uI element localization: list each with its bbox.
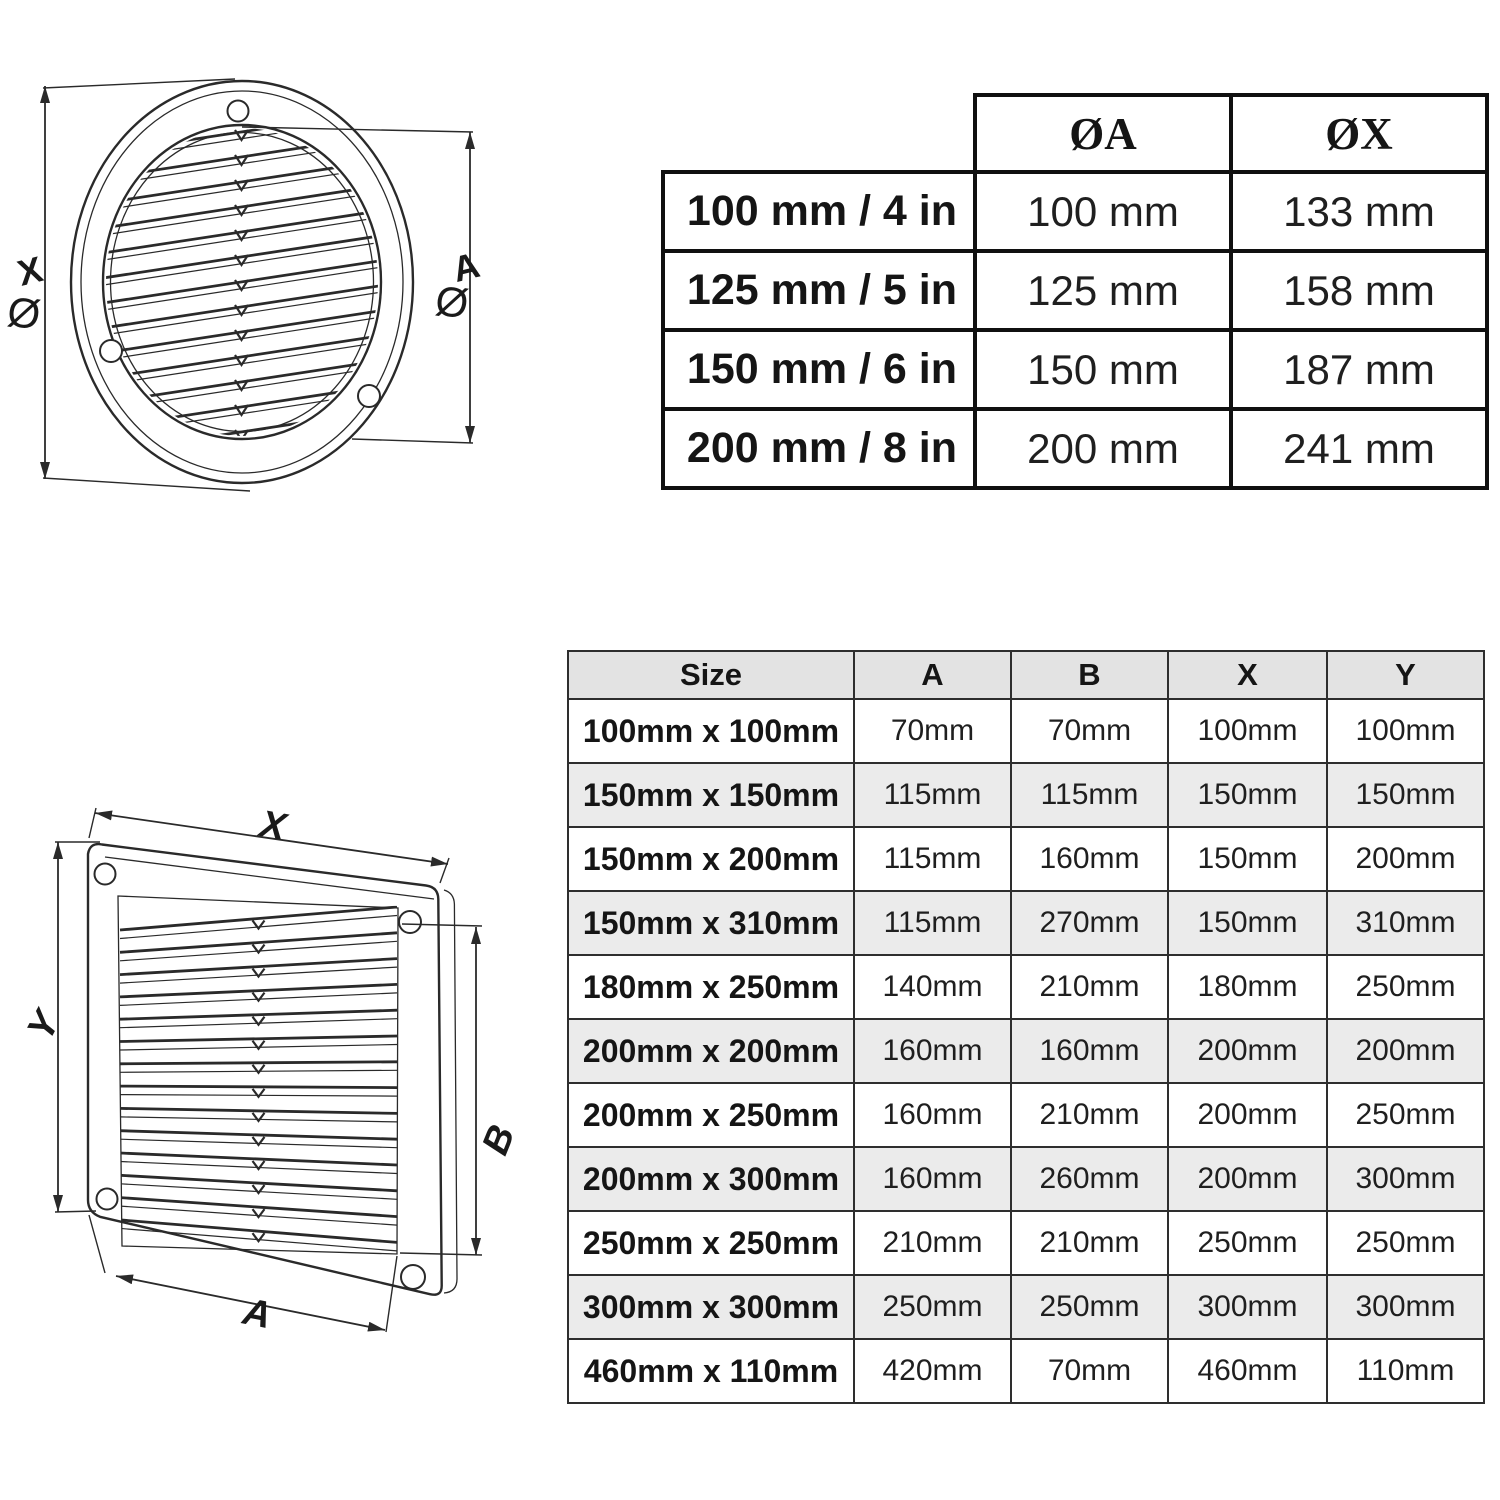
- size-cell: 100 mm / 4 in: [663, 172, 975, 251]
- table-row: [568, 1211, 1484, 1275]
- oa-cell: 100 mm: [975, 172, 1231, 251]
- x-cell: 200mm: [1168, 1147, 1327, 1211]
- a-cell: 140mm: [854, 955, 1011, 1019]
- a-cell: 160mm: [854, 1019, 1011, 1083]
- x-cell: 150mm: [1168, 827, 1327, 891]
- table-row: [568, 1147, 1484, 1211]
- size-cell: 200mm x 300mm: [568, 1147, 854, 1211]
- screw-hole-top-left: [95, 864, 116, 885]
- b-cell: 270mm: [1011, 891, 1168, 955]
- x-cell: 250mm: [1168, 1211, 1327, 1275]
- a-cell: 115mm: [854, 827, 1011, 891]
- column-header-ox: ØX: [1231, 95, 1487, 172]
- header-row: [663, 95, 1487, 172]
- a-cell: 420mm: [854, 1339, 1011, 1403]
- size-cell: 150mm x 150mm: [568, 763, 854, 827]
- table-row: [568, 699, 1484, 763]
- frame-outline: [88, 844, 442, 1295]
- louvre-slats: [90, 109, 392, 462]
- a-cell: 115mm: [854, 891, 1011, 955]
- size-cell: 125 mm / 5 in: [663, 251, 975, 330]
- oa-cell: 150 mm: [975, 330, 1231, 409]
- inner-height-label: B: [474, 1119, 524, 1161]
- square-grille-diagram: [20, 780, 540, 1360]
- y-cell: 300mm: [1327, 1147, 1484, 1211]
- a-cell: 210mm: [854, 1211, 1011, 1275]
- a-cell: 250mm: [854, 1275, 1011, 1339]
- table-row: [568, 1275, 1484, 1339]
- frame-side-thickness: [444, 890, 457, 1293]
- inner-width-label: A: [239, 1290, 275, 1338]
- y-cell: 250mm: [1327, 955, 1484, 1019]
- table-row: [663, 330, 1487, 409]
- y-cell: 150mm: [1327, 763, 1484, 827]
- column-header-b: B: [1011, 651, 1168, 699]
- x-cell: 100mm: [1168, 699, 1327, 763]
- flat-grille-size-table: [567, 650, 1485, 1404]
- oa-cell: 200 mm: [975, 409, 1231, 488]
- table-row: [568, 891, 1484, 955]
- table-row: [568, 763, 1484, 827]
- width-label: X: [256, 803, 290, 849]
- size-cell: 150 mm / 6 in: [663, 330, 975, 409]
- x-cell: 460mm: [1168, 1339, 1327, 1403]
- outer-diameter-label: X: [13, 248, 47, 294]
- x-cell: 150mm: [1168, 891, 1327, 955]
- empty-corner-cell: [663, 95, 975, 172]
- b-cell: 70mm: [1011, 699, 1168, 763]
- size-cell: 460mm x 110mm: [568, 1339, 854, 1403]
- size-cell: 200mm x 200mm: [568, 1019, 854, 1083]
- size-cell: 180mm x 250mm: [568, 955, 854, 1019]
- b-cell: 250mm: [1011, 1275, 1168, 1339]
- b-cell: 160mm: [1011, 827, 1168, 891]
- header-row: [568, 651, 1484, 699]
- table-row: [663, 409, 1487, 488]
- y-cell: 300mm: [1327, 1275, 1484, 1339]
- diameter-symbol: Ø: [4, 287, 44, 339]
- x-cell: 150mm: [1168, 763, 1327, 827]
- b-cell: 70mm: [1011, 1339, 1168, 1403]
- y-cell: 310mm: [1327, 891, 1484, 955]
- column-header-a: A: [854, 651, 1011, 699]
- b-cell: 160mm: [1011, 1019, 1168, 1083]
- screw-hole-bottom-right: [358, 385, 380, 407]
- a-cell: 70mm: [854, 699, 1011, 763]
- oa-cell: 125 mm: [975, 251, 1231, 330]
- y-cell: 200mm: [1327, 1019, 1484, 1083]
- b-cell: 210mm: [1011, 1083, 1168, 1147]
- frame-top-inner-line: [105, 857, 434, 899]
- louvre-slats: [120, 907, 397, 1251]
- column-header-oa: ØA: [975, 95, 1231, 172]
- table-row: [568, 1083, 1484, 1147]
- x-cell: 180mm: [1168, 955, 1327, 1019]
- column-header-x: X: [1168, 651, 1327, 699]
- x-cell: 300mm: [1168, 1275, 1327, 1339]
- ox-cell: 158 mm: [1231, 251, 1487, 330]
- round-grille-size-table: [661, 93, 1489, 490]
- x-cell: 200mm: [1168, 1083, 1327, 1147]
- column-header-y: Y: [1327, 651, 1484, 699]
- b-cell: 210mm: [1011, 1211, 1168, 1275]
- b-cell: 260mm: [1011, 1147, 1168, 1211]
- a-cell: 115mm: [854, 763, 1011, 827]
- table-row: [663, 251, 1487, 330]
- table-row: [568, 955, 1484, 1019]
- table-row: [663, 172, 1487, 251]
- y-cell: 100mm: [1327, 699, 1484, 763]
- screw-hole-bottom-left: [97, 1189, 118, 1210]
- screw-hole-top-right: [399, 911, 421, 933]
- table-row: [568, 1339, 1484, 1403]
- round-grille-diagram: [0, 55, 510, 515]
- size-cell: 300mm x 300mm: [568, 1275, 854, 1339]
- inner-diameter-label: A: [448, 243, 484, 291]
- height-label: Y: [20, 1004, 69, 1048]
- size-cell: 150mm x 310mm: [568, 891, 854, 955]
- size-cell: 150mm x 200mm: [568, 827, 854, 891]
- x-cell: 200mm: [1168, 1019, 1327, 1083]
- ox-cell: 241 mm: [1231, 409, 1487, 488]
- screw-hole-left: [100, 340, 122, 362]
- b-cell: 115mm: [1011, 763, 1168, 827]
- a-cell: 160mm: [854, 1147, 1011, 1211]
- screw-hole-bottom-right: [401, 1265, 425, 1289]
- screw-hole-top: [228, 101, 249, 122]
- b-cell: 210mm: [1011, 955, 1168, 1019]
- ox-cell: 133 mm: [1231, 172, 1487, 251]
- diameter-symbol: Ø: [432, 276, 472, 328]
- y-cell: 200mm: [1327, 827, 1484, 891]
- size-cell: 200mm x 250mm: [568, 1083, 854, 1147]
- ox-cell: 187 mm: [1231, 330, 1487, 409]
- size-cell: 250mm x 250mm: [568, 1211, 854, 1275]
- table-row: [568, 827, 1484, 891]
- size-cell: 100mm x 100mm: [568, 699, 854, 763]
- y-cell: 110mm: [1327, 1339, 1484, 1403]
- y-cell: 250mm: [1327, 1211, 1484, 1275]
- a-cell: 160mm: [854, 1083, 1011, 1147]
- size-cell: 200 mm / 8 in: [663, 409, 975, 488]
- y-cell: 250mm: [1327, 1083, 1484, 1147]
- column-header-size: Size: [568, 651, 854, 699]
- table-row: [568, 1019, 1484, 1083]
